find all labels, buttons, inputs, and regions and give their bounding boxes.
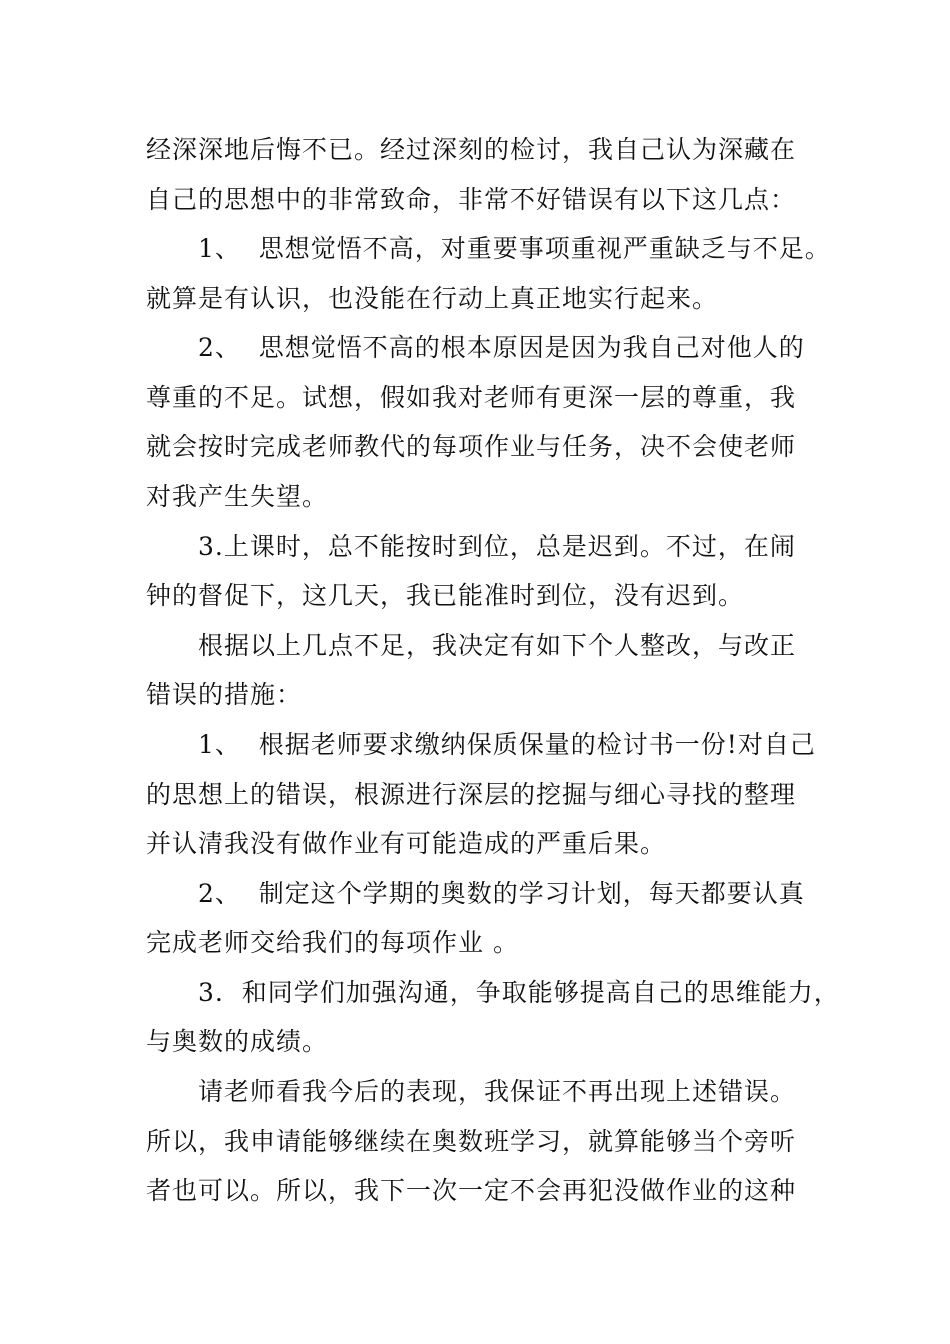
text-line: 请老师看我今后的表现，我保证不再出现上述错误。 [198,1077,797,1106]
text-line: 对我产生失望。 [146,482,329,511]
text-line: 1、 根据老师要求缴纳保质保量的检讨书一份!对自己 [198,730,816,759]
text-line: 尊重的不足。试想，假如我对老师有更深一层的尊重，我 [146,383,797,412]
text-line: 自己的思想中的非常致命，非常不好错误有以下这几点： [146,185,797,214]
text-line: 就算是有认识，也没能在行动上真正地实行起来。 [146,284,719,313]
text-line: 2、 制定这个学期的奥数的学习计划，每天都要认真 [198,879,805,908]
text-line: 并认清我没有做作业有可能造成的严重后果。 [146,829,667,858]
text-line: 错误的措施： [146,680,303,709]
text-line: 1、 思想觉悟不高，对重要事项重视严重缺乏与不足。 [198,234,831,263]
text-line: 完成老师交给我们的每项作业 。 [146,928,519,957]
text-line: 就会按时完成老师教代的每项作业与任务，决不会使老师 [146,432,797,461]
text-line: 根据以上几点不足，我决定有如下个人整改，与改正 [198,631,797,660]
text-line: 者也可以。所以，我下一次一定不会再犯没做作业的这种 [146,1176,797,1205]
text-line: 钟的督促下，这几天，我已能准时到位，没有迟到。 [146,581,745,610]
text-line: 经深深地后悔不已。经过深刻的检讨，我自己认为深藏在 [146,135,797,164]
text-line: 2、 思想觉悟不高的根本原因是因为我自己对他人的 [198,333,805,362]
text-line: 所以，我申请能够继续在奥数班学习，就算能够当个旁听 [146,1127,797,1156]
text-line: 3.上课时，总不能按时到位，总是迟到。不过，在闹 [198,532,796,561]
text-line: 与奥数的成绩。 [146,1027,329,1056]
text-line: 的思想上的错误，根源进行深层的挖掘与细心寻找的整理 [146,780,797,809]
text-line: 3. 和同学们加强沟通，争取能够提高自己的思维能力， [198,978,840,1007]
